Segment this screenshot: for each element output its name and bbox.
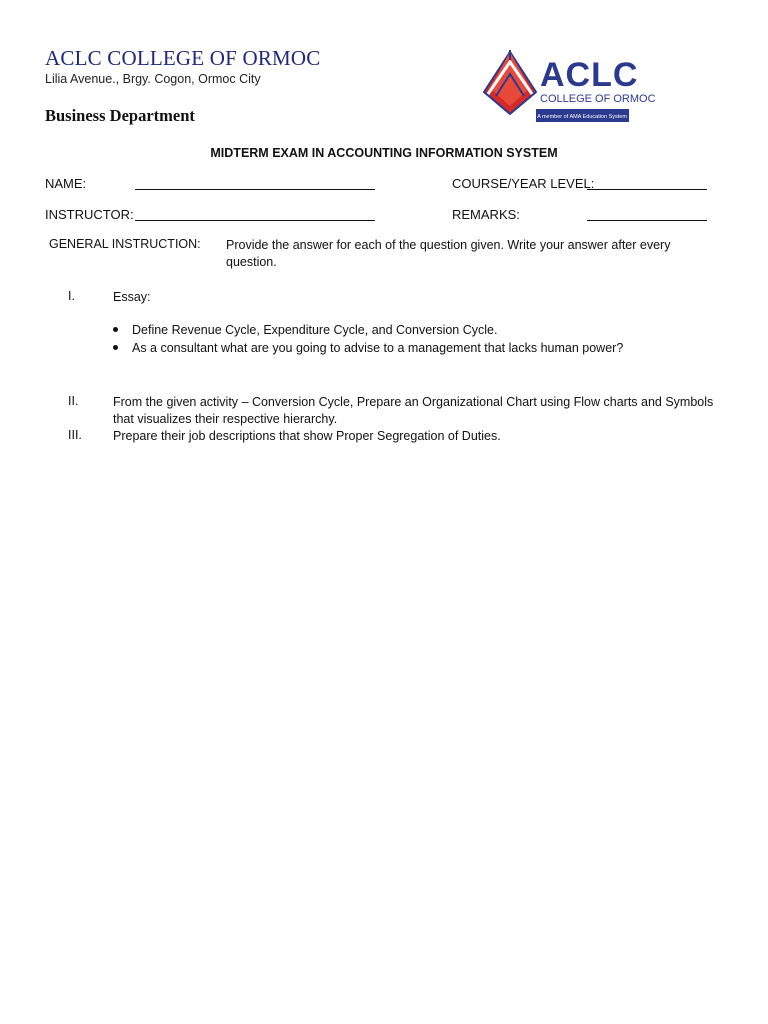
- question-text: Essay:: [113, 290, 151, 304]
- name-label: NAME:: [45, 176, 87, 191]
- logo-word: ACLC: [540, 56, 639, 94]
- logo-sub: COLLEGE OF ORMOC: [540, 93, 656, 105]
- bullet-text: As a consultant what are you going to advise to a management that lacks human power?: [132, 341, 624, 355]
- course-year-field-line[interactable]: [587, 189, 707, 190]
- instructor-label: INSTRUCTOR:: [45, 207, 134, 222]
- general-instruction-label: GENERAL INSTRUCTION:: [49, 237, 201, 251]
- name-field-line[interactable]: [135, 189, 375, 190]
- question-number: II.: [68, 394, 79, 408]
- bullet-icon: [113, 345, 118, 350]
- instructor-field-line[interactable]: [135, 220, 375, 221]
- question-number: I.: [68, 289, 75, 303]
- question-text: Prepare their job descriptions that show Proper Segregation of Duties.: [113, 429, 501, 443]
- exam-title: MIDTERM EXAM IN ACCOUNTING INFORMATION SYSTEM: [210, 146, 558, 160]
- bullet-text: Define Revenue Cycle, Expenditure Cycle, and Conversion Cycle.: [132, 323, 498, 337]
- list-item: [113, 341, 623, 355]
- remarks-field-line[interactable]: [587, 220, 707, 221]
- list-item: [113, 323, 497, 337]
- logo-tagline: A member of AMA Education System: [537, 114, 627, 120]
- college-address: Lilia Avenue., Brgy. Cogon, Ormoc City: [45, 72, 261, 86]
- course-year-label: COURSE/YEAR LEVEL:: [452, 176, 595, 191]
- department-title: Business Department: [45, 106, 195, 125]
- remarks-label: REMARKS:: [452, 207, 520, 222]
- question-text: From the given activity – Conversion Cycle, Prepare an Organizational Chart using Flow charts and Symbols that visualizes their respective hierarchy.: [113, 395, 714, 426]
- bullet-icon: [113, 327, 118, 332]
- college-name: ACLC COLLEGE OF ORMOC: [45, 46, 321, 70]
- question-number: III.: [68, 428, 82, 442]
- general-instruction-text: Provide the answer for each of the question given. Write your answer after every question.: [226, 238, 671, 269]
- aclc-logo: [480, 48, 656, 124]
